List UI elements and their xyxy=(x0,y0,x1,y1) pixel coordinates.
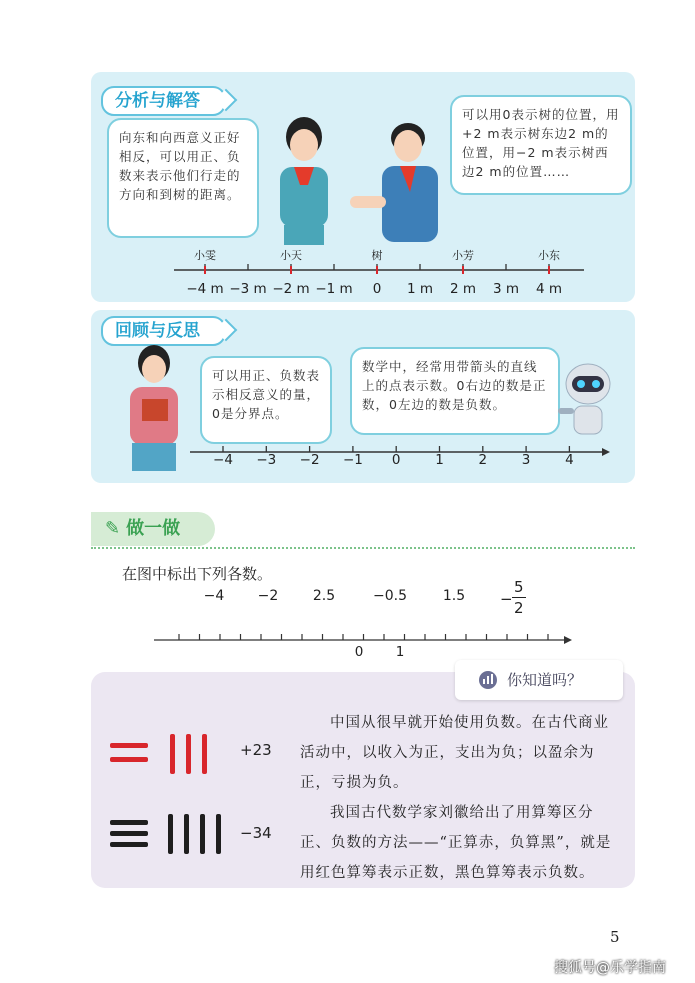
tick-label: −1 m xyxy=(315,281,353,297)
tick-label: −2 m xyxy=(272,281,310,297)
robot-speech-bubble: 数学中，经常用带箭头的直线上的点表示数。0右边的数是正数，0左边的数是负数。 xyxy=(350,347,560,435)
tick-label: 2 m xyxy=(449,281,477,297)
tick-label: 1 xyxy=(435,452,444,468)
tick-label: −3 m xyxy=(229,281,267,297)
tick-label: 4 xyxy=(565,452,574,468)
watermark-text: 搜狐号@乐学指南 xyxy=(554,960,666,976)
analysis-tag: 分析与解答 xyxy=(101,86,226,116)
girl-speech-bubble: 向东和向西意义正好相反，可以用正、负数来表示他们行走的方向和到树的距离。 xyxy=(107,118,259,238)
person-name-label: 小天 xyxy=(280,249,302,262)
negative-value: −34 xyxy=(240,824,272,842)
fraction-denominator: 2 xyxy=(514,599,524,617)
boy-illustration xyxy=(350,118,450,248)
page-number: 5 xyxy=(610,928,620,946)
axis-label: 0 xyxy=(354,644,364,660)
tick-label: −4 m xyxy=(186,281,224,297)
tick-label: −3 xyxy=(256,452,277,468)
practice-number-line xyxy=(150,630,580,650)
fraction-numerator: 5 xyxy=(514,578,524,596)
tick-label: −4 xyxy=(213,452,233,468)
black-counting-rods xyxy=(110,812,225,856)
arrow-head-icon xyxy=(564,636,572,644)
fraction-bar xyxy=(512,597,526,598)
history-paragraph: 中国从很早就开始使用负数。在古代商业活动中，以收入为正，支出为负；以盈余为正，亏损为负。 xyxy=(300,715,609,791)
number-to-mark: −2 xyxy=(257,588,279,604)
fraction-sign: − xyxy=(500,590,513,608)
tick-label: −1 xyxy=(342,452,363,468)
person-name-label: 小芳 xyxy=(452,249,474,262)
tick-label: 4 m xyxy=(535,281,563,297)
red-counting-rods xyxy=(110,732,215,776)
tick-label: 0 xyxy=(391,452,401,468)
review-tag: 回顾与反思 xyxy=(101,316,226,346)
person-name-label: 树 xyxy=(371,249,383,262)
practice-instruction: 在图中标出下列各数。 xyxy=(122,565,273,583)
person-name-label: 小东 xyxy=(538,249,560,262)
tick-label: −2 xyxy=(299,452,320,468)
number-to-mark: 2.5 xyxy=(312,588,336,604)
number-to-mark: −0.5 xyxy=(373,588,407,604)
axis-label: 1 xyxy=(395,644,405,660)
boy-speech-bubble: 可以用0表示树的位置，用+2 m表示树东边2 m的位置，用−2 m表示树西边2 m的位置…… xyxy=(450,95,632,195)
bar-chart-icon xyxy=(478,670,498,690)
tick-label: 3 xyxy=(521,452,531,468)
person-name-label: 小雯 xyxy=(194,249,216,262)
practice-title xyxy=(91,512,215,546)
arrow-head-icon xyxy=(602,448,610,456)
tick-label: 3 m xyxy=(492,281,520,297)
practice-title-text: 做一做 xyxy=(126,518,181,539)
did-you-know-title: 你知道吗？ xyxy=(507,671,583,689)
tick-label: 2 xyxy=(478,452,488,468)
girl-illustration xyxy=(262,115,347,250)
girl-review-bubble: 可以用正、负数表示相反意义的量，0是分界点。 xyxy=(200,356,332,444)
positive-value: +23 xyxy=(240,741,272,759)
girl-holding-book-illustration xyxy=(120,345,190,475)
pencil-icon: ✎ xyxy=(105,518,121,539)
number-to-mark: 1.5 xyxy=(442,588,466,604)
section-divider xyxy=(91,547,635,549)
robot-illustration xyxy=(556,362,618,438)
tick-label: 1 m xyxy=(406,281,434,297)
liu-hui-paragraph: 我国古代数学家刘徽给出了用算筹区分正、负数的方法——“正算赤，负算黑”，就是用红色算筹表示正数，黑色算筹表示负数。 xyxy=(300,805,612,881)
number-to-mark: −4 xyxy=(203,588,225,604)
tick-label: 0 xyxy=(372,281,382,297)
